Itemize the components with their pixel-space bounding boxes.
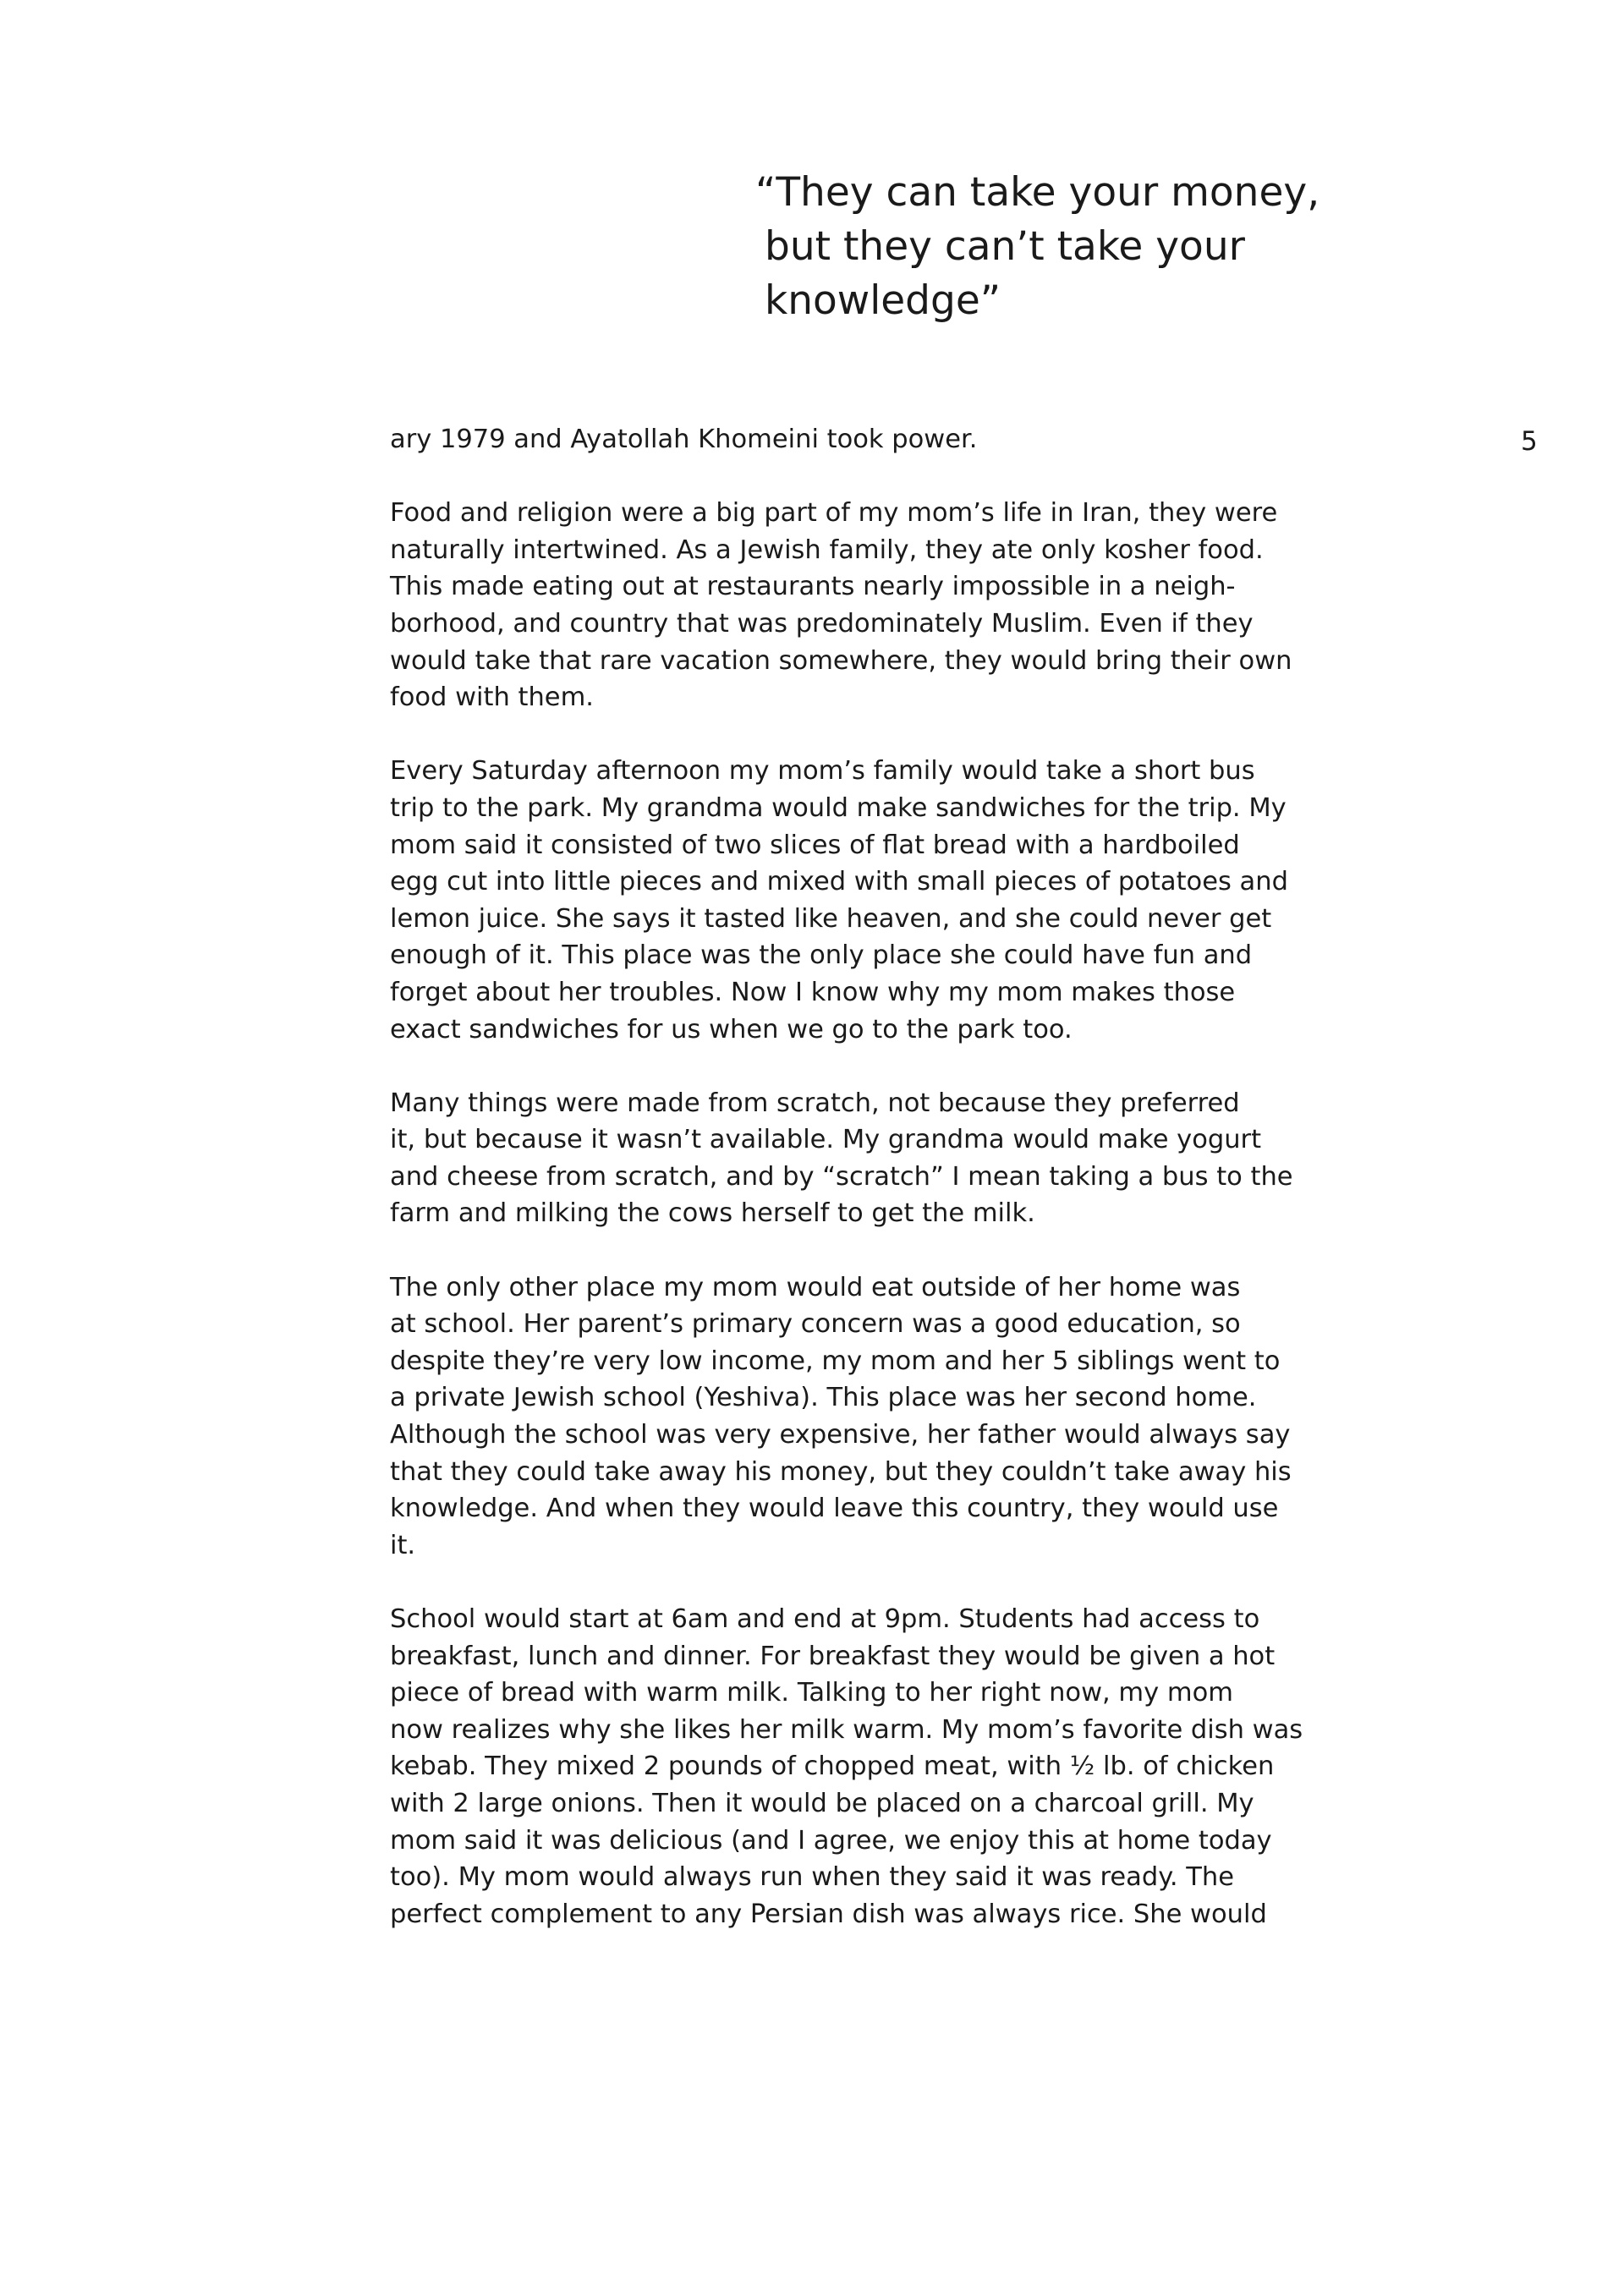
paragraph-line: breakfast, lunch and dinner. For breakfast they would be given a hot	[390, 1641, 1276, 1671]
paragraph-line: ary 1979 and Ayatollah Khomeini took power.	[390, 425, 978, 454]
paragraph	[390, 753, 1320, 1048]
paragraph-line: trip to the park. My grandma would make sandwiches for the trip. My	[390, 792, 1287, 823]
pull-quote-line: “They can take your money,	[755, 169, 1320, 216]
paragraph-line: with 2 large onions. Then it would be placed on a charcoal grill. My	[390, 1788, 1254, 1818]
paragraph-line: would take that rare vacation somewhere, they would bring their own	[390, 645, 1292, 676]
paragraph-line: at school. Her parent’s primary concern was a good education, so	[390, 1309, 1241, 1340]
paragraph	[390, 421, 1320, 458]
paragraph-line: lemon juice. She says it tasted like heaven, and she could never get	[390, 903, 1272, 934]
paragraph-line: perfect complement to any Persian dish was always rice. She would	[390, 1899, 1267, 1929]
paragraph-line: The only other place my mom would eat outside of her home was	[390, 1272, 1241, 1302]
paragraph-line: Although the school was very expensive, her father would always say	[390, 1420, 1291, 1450]
paragraph	[390, 495, 1320, 716]
paragraph-line: and cheese from scratch, and by “scratch” I mean taking a bus to the	[390, 1161, 1293, 1192]
paragraph-line: egg cut into little pieces and mixed with small pieces of potatoes and	[390, 867, 1288, 897]
paragraph-line: enough of it. This place was the only place she could have fun and	[390, 940, 1253, 971]
pull-quote-line: knowledge”	[765, 277, 1001, 324]
body-text	[390, 421, 1320, 1970]
paragraph-line: Many things were made from scratch, not because they preferred	[390, 1088, 1240, 1118]
paragraph	[390, 1085, 1320, 1232]
paragraph	[390, 1601, 1320, 1932]
pull-quote	[755, 166, 1347, 328]
paragraph	[390, 1269, 1320, 1565]
paragraph-line: a private Jewish school (Yeshiva). This place was her second home.	[390, 1383, 1257, 1413]
paragraph-line: food with them.	[390, 683, 594, 713]
paragraph-line: kebab. They mixed 2 pounds of chopped meat, with ½ lb. of chicken	[390, 1752, 1275, 1782]
paragraph-line: borhood, and country that was predominately Muslim. Even if they	[390, 608, 1254, 639]
paragraph-line: too). My mom would always run when they said it was ready. The	[390, 1862, 1235, 1893]
paragraph-line: despite they’re very low income, my mom and her 5 siblings went to	[390, 1346, 1281, 1376]
paragraph-line: mom said it consisted of two slices of flat bread with a hardboiled	[390, 830, 1240, 860]
paragraph-line: This made eating out at restaurants nearly impossible in a neigh-	[390, 572, 1236, 602]
pull-quote-line: but they can’t take your	[765, 223, 1245, 270]
paragraph-line: it.	[390, 1530, 416, 1560]
paragraph-line: naturally intertwined. As a Jewish family, they ate only kosher food.	[390, 534, 1264, 565]
paragraph-line: it, but because it wasn’t available. My grandma would make yogurt	[390, 1125, 1262, 1155]
paragraph-line: forget about her troubles. Now I know why my mom makes those	[390, 977, 1236, 1007]
paragraph-line: mom said it was delicious (and I agree, we enjoy this at home today	[390, 1825, 1272, 1856]
paragraph-line: School would start at 6am and end at 9pm. Students had access to	[390, 1604, 1260, 1634]
paragraph-line: Every Saturday afternoon my mom’s family would take a short bus	[390, 756, 1255, 787]
page-number: 5	[1521, 426, 1538, 457]
paragraph-line: knowledge. And when they would leave this country, they would use	[390, 1494, 1279, 1524]
paragraph-line: piece of bread with warm milk. Talking to her right now, my mom	[390, 1678, 1233, 1708]
paragraph-line: Food and religion were a big part of my mom’s life in Iran, they were	[390, 498, 1278, 529]
paragraph-line: farm and milking the cows herself to get the milk.	[390, 1198, 1035, 1229]
paragraph-line: now realizes why she likes her milk warm. My mom’s favorite dish was	[390, 1714, 1303, 1745]
paragraph-line: that they could take away his money, but they couldn’t take away his	[390, 1456, 1292, 1487]
paragraph-line: exact sandwiches for us when we go to the park too.	[390, 1014, 1073, 1044]
